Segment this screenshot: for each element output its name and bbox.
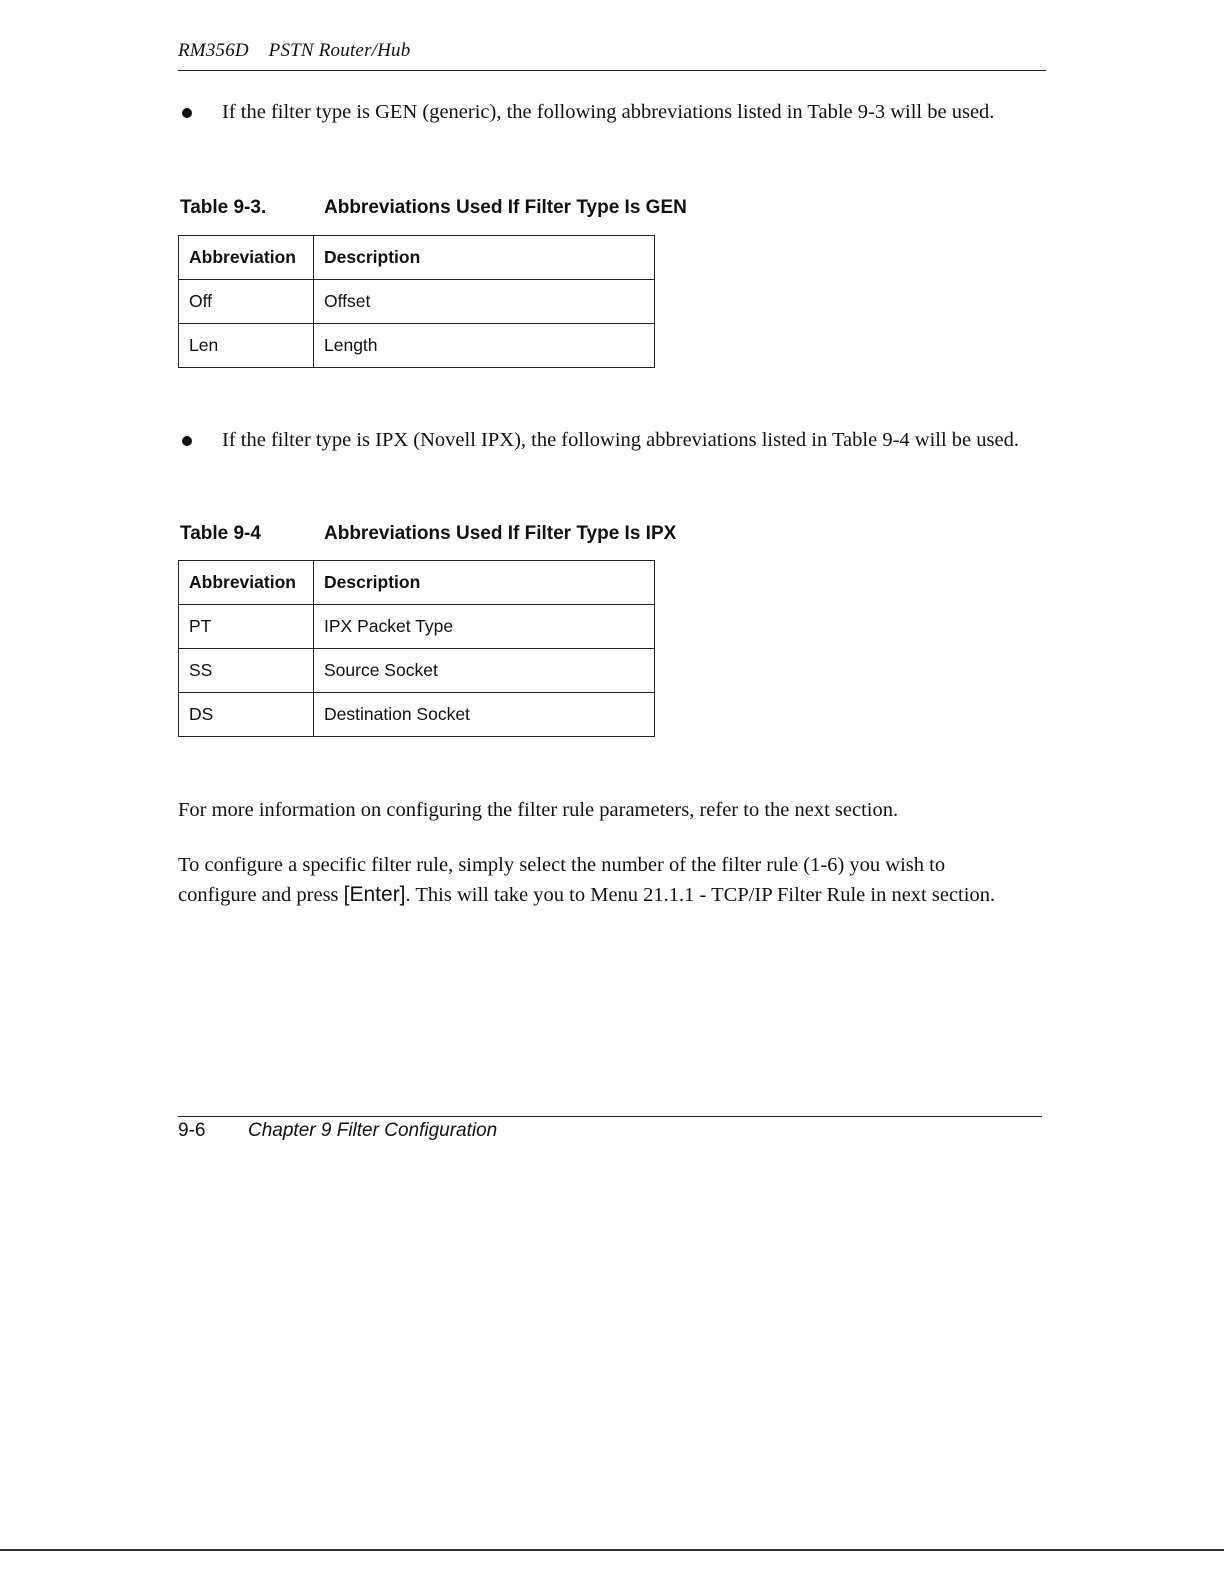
paragraph-text: . This will take you to Menu 21.1.1 - TCP/IP Filter Rule in next section. — [405, 884, 996, 906]
paragraph-more-info: For more information on configuring the filter rule parameters, refer to the next section. — [178, 799, 899, 821]
table-row — [179, 605, 655, 649]
table-cell: Destination Socket — [314, 693, 655, 737]
paragraph-text: To configure a specific filter rule, simply select the number of the filter rule (1-6) you wish to configure and press — [178, 854, 946, 906]
table-row — [179, 693, 655, 737]
page-header — [178, 40, 1046, 71]
column-header: Abbreviation — [179, 236, 314, 280]
table-row — [179, 324, 655, 368]
bullet-icon — [182, 436, 192, 446]
column-header: Description — [314, 236, 655, 280]
page-bottom-edge — [0, 1549, 1224, 1551]
paragraph-configure — [178, 851, 1018, 910]
table-row — [179, 649, 655, 693]
table-number: Table 9-3. — [180, 197, 267, 218]
chapter-title: Chapter 9 Filter Configuration — [248, 1120, 498, 1141]
enter-key-label: [Enter] — [343, 883, 406, 906]
table-cell: SS — [179, 649, 314, 693]
page-number: 9-6 — [178, 1120, 206, 1141]
table-cell: Source Socket — [314, 649, 655, 693]
bullet-icon — [182, 108, 192, 118]
table-cell: Length — [314, 324, 655, 368]
table-cell: Len — [179, 324, 314, 368]
table-row — [179, 280, 655, 324]
abbreviation-table-ipx — [178, 560, 655, 737]
table-number: Table 9-4 — [180, 523, 261, 544]
bullet-text: If the filter type is GEN (generic), the following abbreviations listed in Table 9-3 will be used. — [222, 101, 995, 123]
table-header-row — [179, 236, 655, 280]
table-title: Abbreviations Used If Filter Type Is IPX — [324, 523, 677, 544]
table-cell: Off — [179, 280, 314, 324]
table-cell: DS — [179, 693, 314, 737]
column-header: Description — [314, 561, 655, 605]
footer-divider — [178, 1116, 1042, 1117]
abbreviation-table-gen — [178, 235, 655, 368]
table-header-row — [179, 561, 655, 605]
bullet-text: If the filter type is IPX (Novell IPX), the following abbreviations listed in Table 9-4 will be used. — [222, 429, 1019, 451]
table-title: Abbreviations Used If Filter Type Is GEN — [324, 197, 687, 218]
column-header: Abbreviation — [179, 561, 314, 605]
table-cell: IPX Packet Type — [314, 605, 655, 649]
table-cell: Offset — [314, 280, 655, 324]
table-cell: PT — [179, 605, 314, 649]
header-title: RM356D PSTN Router/Hub — [178, 40, 411, 61]
